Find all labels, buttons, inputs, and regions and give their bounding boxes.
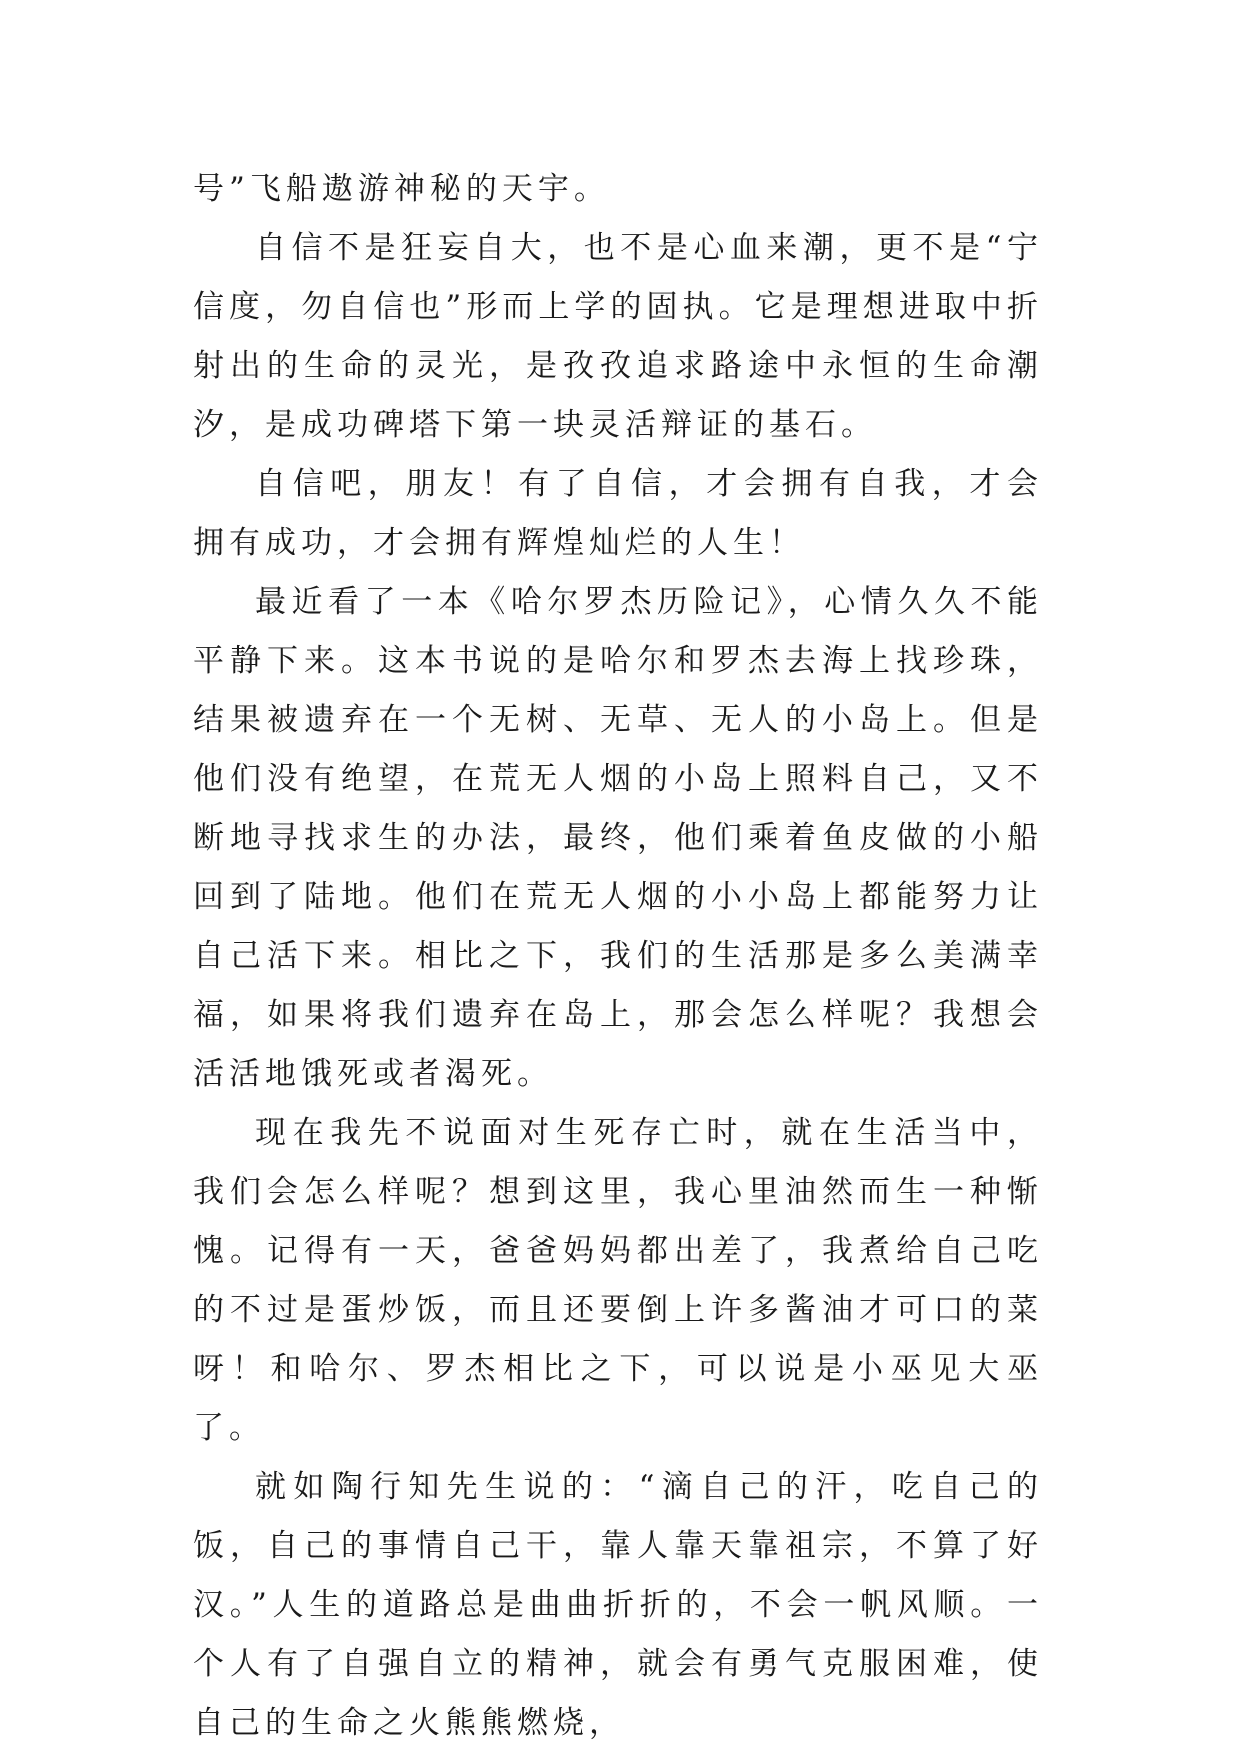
paragraph: 自信不是狂妄自大，也不是心血来潮，更不是“宁信度，勿自信也”形而上学的固执。它是理想进取中折射出的生命的灵光，是孜孜追求路途中永恒的生命潮汐，是成功碑塔下第一块灵活辩证的基石。 — [193, 230, 1043, 443]
body-text — [193, 160, 1043, 1753]
paragraph: 号”飞船遨游神秘的天宇。 — [193, 171, 610, 207]
paragraph: 就如陶行知先生说的：“滴自己的汗，吃自己的饭，自己的事情自己干，靠人靠天靠祖宗，不算了好汉。”人生的道路总是曲曲折折的，不会一帆风顺。一个人有了自强自立的精神，就会有勇气克服困难，使自己的生命之火熊熊燃烧， — [193, 1469, 1043, 1741]
paragraph: 自信吧，朋友！有了自信，才会拥有自我，才会拥有成功，才会拥有辉煌灿烂的人生！ — [193, 466, 1043, 561]
paragraph: 最近看了一本《哈尔罗杰历险记》，心情久久不能平静下来。这本书说的是哈尔和罗杰去海上找珍珠，结果被遗弃在一个无树、无草、无人的小岛上。但是他们没有绝望，在荒无人烟的小岛上照料自己，又不断地寻找求生的办法，最终，他们乘着鱼皮做的小船回到了陆地。他们在荒无人烟的小小岛上都能努力让自己活下来。相比之下，我们的生活那是多么美满幸福，如果将我们遗弃在岛上，那会怎么样呢？我想会活活地饿死或者渴死。 — [193, 584, 1043, 1092]
paragraph: 现在我先不说面对生死存亡时，就在生活当中，我们会怎么样呢？想到这里，我心里油然而生一种惭愧。记得有一天，爸爸妈妈都出差了，我煮给自己吃的不过是蛋炒饭，而且还要倒上许多酱油才可口的菜呀！和哈尔、罗杰相比之下，可以说是小巫见大巫了。 — [193, 1115, 1043, 1446]
